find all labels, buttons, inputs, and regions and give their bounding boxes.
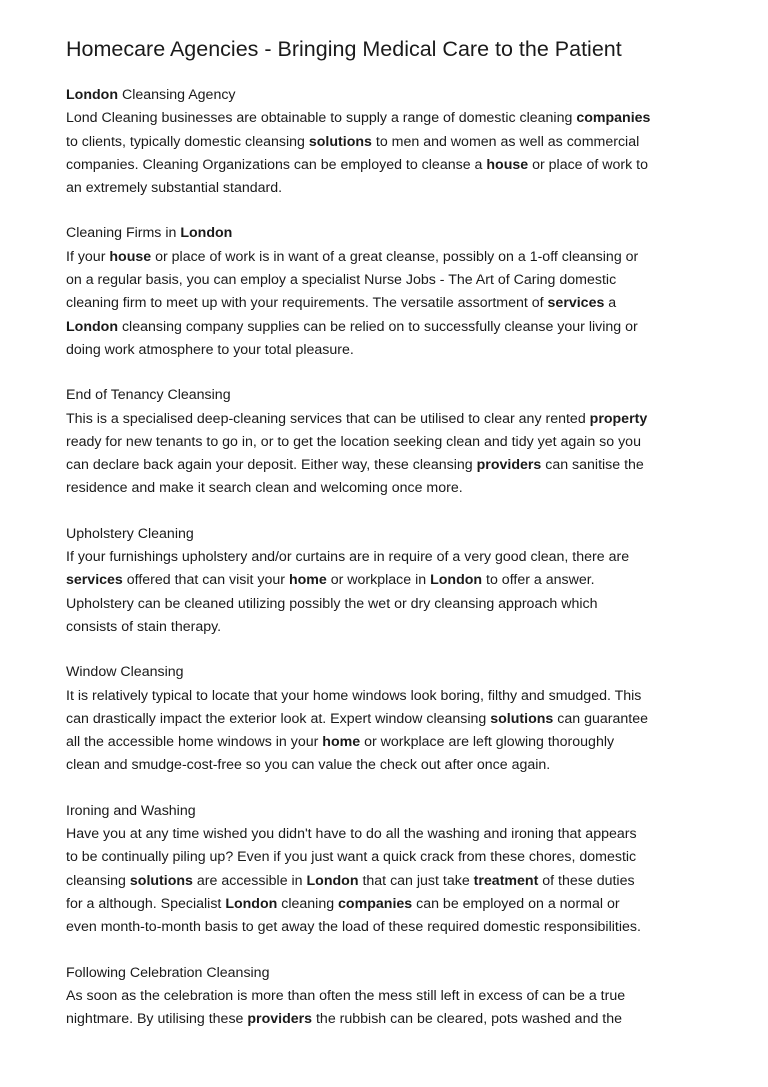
bold-keyword: London <box>66 318 118 335</box>
paragraph-line <box>66 708 716 731</box>
text-run: Following Celebration Cleansing <box>66 964 270 981</box>
text-run: can sanitise the <box>541 457 644 474</box>
text-run: or place of work is in want of a great cleanse, possibly on a 1-off cleansing or <box>151 248 639 265</box>
section <box>66 962 716 1032</box>
text-run: to clients, typically domestic cleansing <box>66 133 309 150</box>
paragraph-line <box>66 269 716 292</box>
section <box>66 523 716 639</box>
paragraph-line <box>66 292 716 315</box>
section <box>66 84 716 200</box>
bold-keyword: solutions <box>129 872 193 889</box>
text-run: to men and women as well as commercial <box>371 133 640 150</box>
section-heading <box>66 222 716 245</box>
text-run: clean and smudge-cost-free so you can value the check out after once again. <box>66 757 551 774</box>
text-run: a <box>604 295 617 312</box>
paragraph-line <box>66 893 716 916</box>
text-run: ready for new tenants to go in, or to get the location seeking clean and tidy yet again so you <box>66 433 641 450</box>
text-run: or workplace in <box>326 572 431 589</box>
bold-keyword: property <box>589 410 648 427</box>
section-heading <box>66 523 716 546</box>
text-run: cleansing company supplies can be relied on to successfully cleanse your living or <box>118 318 638 335</box>
section-paragraph <box>66 246 716 362</box>
text-run: This is a specialised deep-cleaning services that can be utilised to clear any rented <box>66 410 590 427</box>
bold-keyword: services <box>547 295 605 312</box>
bold-keyword: London <box>225 895 278 912</box>
paragraph-line <box>66 177 716 200</box>
bold-keyword: providers <box>476 457 542 474</box>
bold-keyword: providers <box>247 1011 313 1028</box>
paragraph-line <box>66 846 716 869</box>
text-run: Lond Cleaning businesses are obtainable to supply a range of domestic cleaning <box>66 110 577 127</box>
text-run: nightmare. By utilising these <box>66 1011 248 1028</box>
text-run: It is relatively typical to locate that your home windows look boring, filthy and smudged. This <box>66 687 642 704</box>
paragraph-line <box>66 431 716 454</box>
paragraph-line <box>66 316 716 339</box>
paragraph-line <box>66 546 716 569</box>
text-run: can drastically impact the exterior look at. Expert window cleansing <box>66 710 491 727</box>
text-run: are accessible in <box>192 872 307 889</box>
text-run: Upholstery can be cleaned utilizing possibly the wet or dry cleansing approach which <box>66 595 598 612</box>
text-run: to be continually piling up? Even if you just want a quick crack from these chores, domestic <box>66 849 637 866</box>
bold-keyword: companies <box>338 895 413 912</box>
text-run: As soon as the celebration is more than often the mess still left in excess of can be a true <box>66 987 626 1004</box>
text-run: cleansing <box>66 872 130 889</box>
document-page <box>66 36 716 1053</box>
paragraph-line <box>66 685 716 708</box>
section-paragraph <box>66 107 716 200</box>
text-run: Cleaning Firms in <box>66 225 181 242</box>
text-run: can declare back again your deposit. Either way, these cleansing <box>66 457 477 474</box>
text-run: can guarantee <box>553 710 648 727</box>
text-run: all the accessible home windows in your <box>66 734 323 751</box>
paragraph-line <box>66 754 716 777</box>
section-paragraph <box>66 685 716 778</box>
bold-keyword: London <box>430 572 483 589</box>
text-run: can be employed on a normal or <box>412 895 620 912</box>
bold-keyword: companies <box>576 110 651 127</box>
text-run: companies. Cleaning Organizations can be employed to cleanse a <box>66 156 487 173</box>
section <box>66 661 716 777</box>
text-run: If your <box>66 248 110 265</box>
bold-keyword: services <box>66 572 123 589</box>
paragraph-line <box>66 107 716 130</box>
paragraph-line <box>66 454 716 477</box>
bold-keyword: London <box>180 225 233 242</box>
section-paragraph <box>66 546 716 639</box>
bold-keyword: London <box>66 87 118 103</box>
text-run: on a regular basis, you can employ a specialist Nurse Jobs - The Art of Caring domestic <box>66 272 617 289</box>
text-run: Ironing and Washing <box>66 802 196 819</box>
section-heading <box>66 384 716 407</box>
section-heading <box>66 84 716 107</box>
bold-keyword: home <box>288 572 327 589</box>
text-run: offered that can visit your <box>122 572 289 589</box>
paragraph-line <box>66 616 716 639</box>
document-body <box>66 84 716 1031</box>
paragraph-line <box>66 408 716 431</box>
paragraph-line <box>66 339 716 362</box>
document-title: Homecare Agencies - Bringing Medical Care to the Patient <box>66 37 622 61</box>
paragraph-line <box>66 916 716 939</box>
paragraph-line <box>66 823 716 846</box>
text-run: End of Tenancy Cleansing <box>66 387 231 404</box>
bold-keyword: London <box>306 872 359 889</box>
paragraph-line <box>66 593 716 616</box>
text-run: an extremely substantial standard. <box>66 180 283 197</box>
text-run: the rubbish can be cleared, pots washed and the <box>312 1011 623 1028</box>
text-run: Have you at any time wished you didn't have to do all the washing and ironing that appears <box>66 826 637 843</box>
section <box>66 384 716 500</box>
section <box>66 800 716 940</box>
text-run: doing work atmosphere to your total pleasure. <box>66 341 354 358</box>
text-run: for a although. Specialist <box>66 895 226 912</box>
text-run: residence and make it search clean and welcoming once more. <box>66 480 463 497</box>
text-run: even month-to-month basis to get away the load of these required domestic responsibilities. <box>66 919 641 936</box>
section-heading <box>66 962 716 985</box>
paragraph-line <box>66 246 716 269</box>
text-run: cleaning <box>277 895 339 912</box>
text-run: to offer a answer. <box>482 572 595 589</box>
bold-keyword: solutions <box>308 133 372 150</box>
bold-keyword: house <box>109 248 152 265</box>
section <box>66 222 716 362</box>
bold-keyword: home <box>322 734 361 751</box>
paragraph-line <box>66 131 716 154</box>
section-paragraph <box>66 408 716 501</box>
paragraph-line <box>66 870 716 893</box>
section-paragraph <box>66 823 716 939</box>
bold-keyword: solutions <box>490 710 554 727</box>
paragraph-line <box>66 985 716 1008</box>
text-run: consists of stain therapy. <box>66 618 222 635</box>
text-run: or workplace are left glowing thoroughly <box>360 734 615 751</box>
text-run: that can just take <box>358 872 474 889</box>
text-run: cleaning firm to meet up with your requirements. The versatile assortment of <box>66 295 548 312</box>
bold-keyword: treatment <box>473 872 539 889</box>
paragraph-line <box>66 1008 716 1031</box>
text-run: Upholstery Cleaning <box>66 525 194 542</box>
text-run: Cleansing Agency <box>118 87 236 103</box>
section-paragraph <box>66 985 716 1032</box>
paragraph-line <box>66 731 716 754</box>
paragraph-line <box>66 569 716 592</box>
paragraph-line <box>66 154 716 177</box>
text-run: or place of work to <box>528 156 649 173</box>
bold-keyword: house <box>486 156 529 173</box>
paragraph-line <box>66 477 716 500</box>
section-heading <box>66 661 716 684</box>
section-heading <box>66 800 716 823</box>
text-run: Window Cleansing <box>66 664 184 681</box>
text-run: of these duties <box>538 872 635 889</box>
text-run: If your furnishings upholstery and/or curtains are in require of a very good clean, there are <box>66 549 630 566</box>
